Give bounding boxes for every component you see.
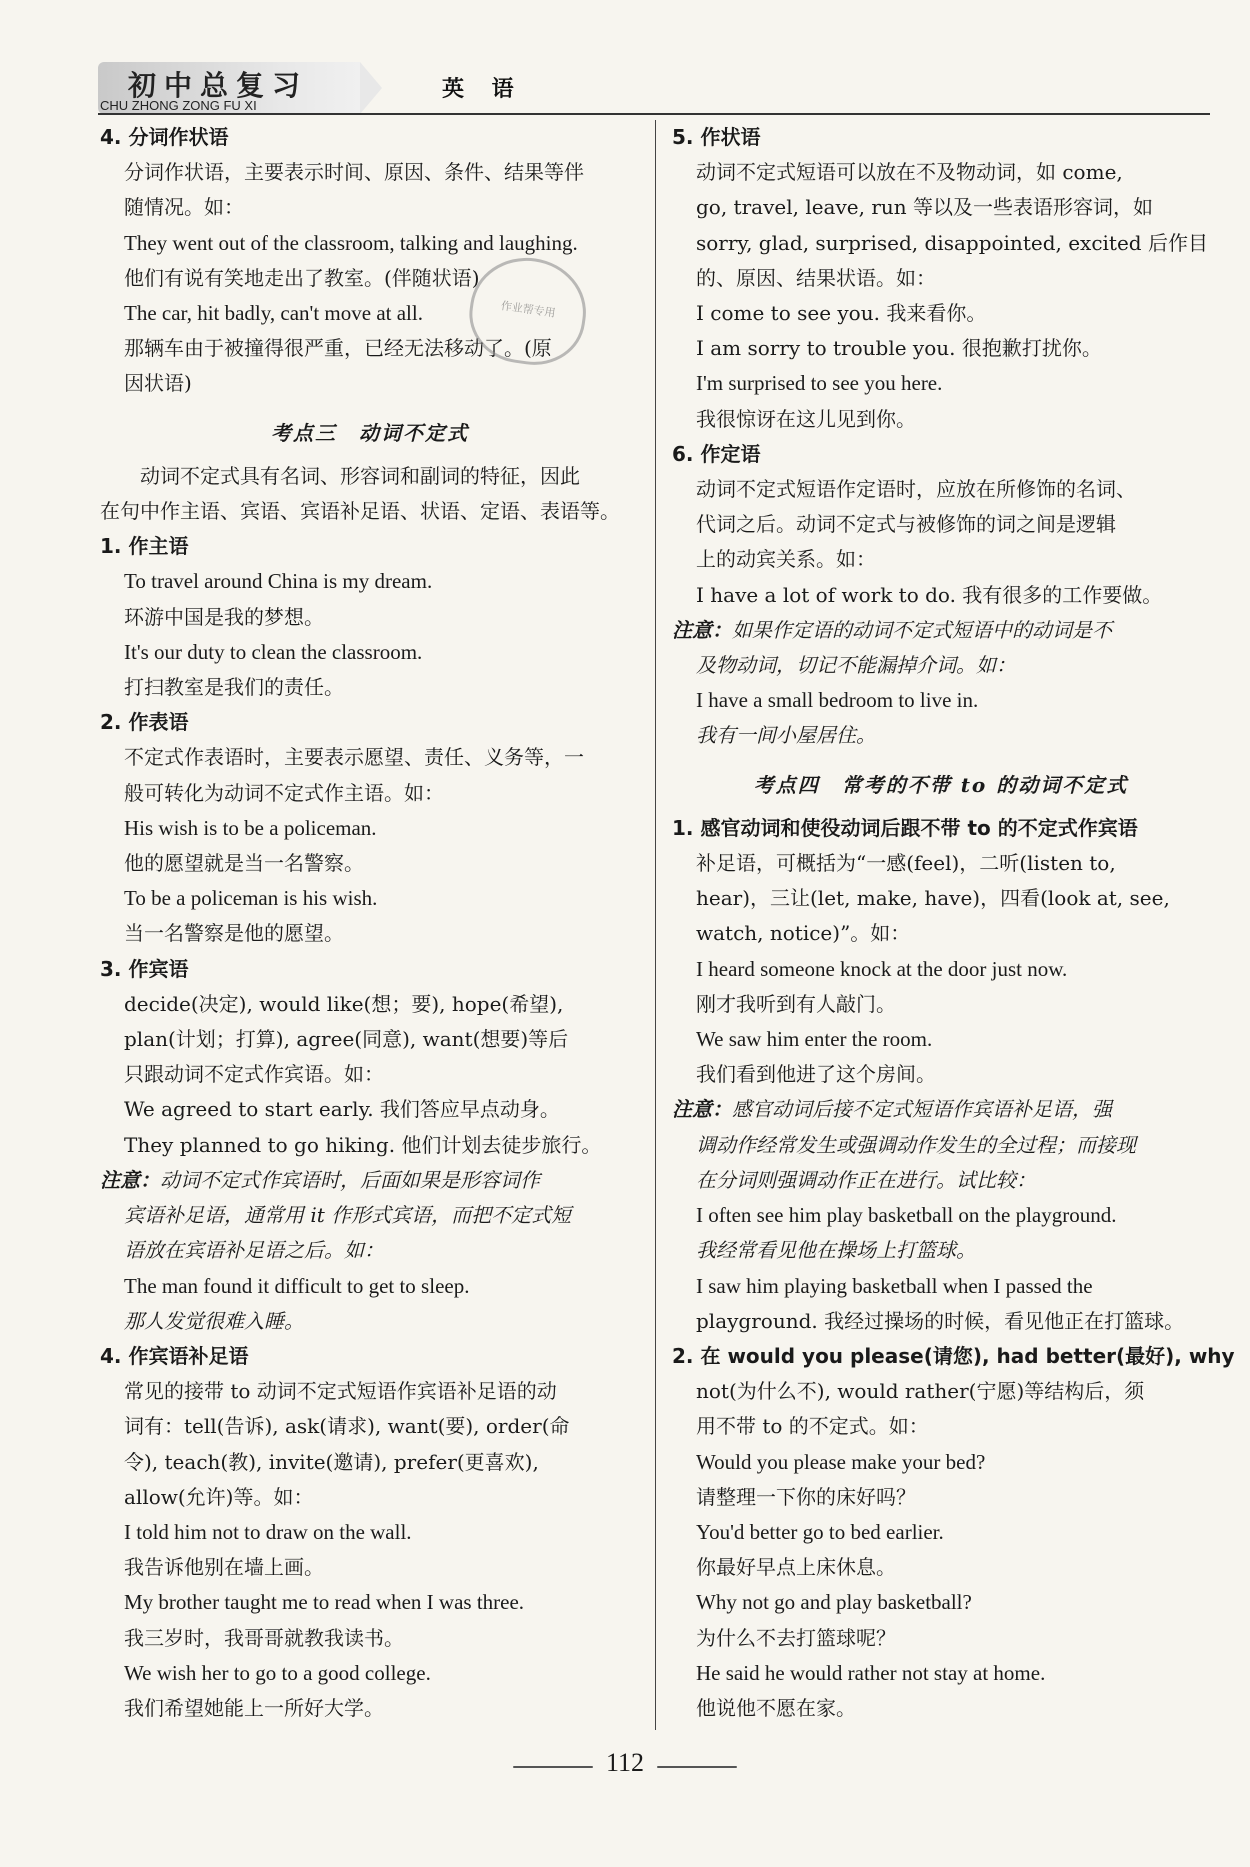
text-line: 打扫教室是我们的责任。 <box>124 675 344 700</box>
page-footer <box>0 1748 1250 1778</box>
text-line: 你最好早点上床休息。 <box>696 1555 896 1580</box>
example-sentence: I often see him play basketball on the playground. <box>696 1203 1117 1228</box>
section-heading: 4. 分词作状语 <box>100 125 229 149</box>
note-text: 感官动词后接不定式短语作宾语补足语，强 <box>732 1097 1112 1122</box>
note-line: 我有一间小屋居住。 <box>696 723 876 748</box>
text-line: I have a lot of work to do. 我有很多的工作要做。 <box>696 582 1163 607</box>
text-line: sorry, glad, surprised, disappointed, excited 后作目 <box>696 230 1208 255</box>
text-line: 代词之后。动词不定式与被修饰的词之间是逻辑 <box>696 512 1116 537</box>
text-line: 他说他不愿在家。 <box>696 1695 856 1720</box>
text-line: decide(决定), would like(想；要), hope(希望), <box>124 991 564 1016</box>
text-line: They planned to go hiking. 他们计划去徒步旅行。 <box>124 1132 602 1157</box>
note-text: 如果作定语的动词不定式短语中的动词是不 <box>732 617 1112 642</box>
column-divider <box>655 120 656 1730</box>
example-sentence: I saw him playing basketball when I passed the <box>696 1273 1093 1298</box>
text-line: 上的动宾关系。如： <box>696 547 876 572</box>
example-sentence: To be a policeman is his wish. <box>124 886 378 911</box>
example-sentence: Would you please make your bed? <box>696 1449 986 1474</box>
example-sentence: You'd better go to bed earlier. <box>696 1519 944 1544</box>
text-line: 不定式作表语时，主要表示愿望、责任、义务等，一 <box>124 745 584 770</box>
text-line: 令), teach(教), invite(邀请), prefer(更喜欢), <box>124 1449 539 1474</box>
text-line: 我告诉他别在墙上画。 <box>124 1555 324 1580</box>
example-sentence: They went out of the classroom, talking and laughing. <box>124 230 578 255</box>
text-line: watch, notice)”。如： <box>696 921 911 946</box>
text-line: 随情况。如： <box>124 195 244 220</box>
text-line: 他的愿望就是当一名警察。 <box>124 851 364 876</box>
example-sentence: We saw him enter the room. <box>696 1027 933 1052</box>
text-line: 动词不定式短语作定语时，应放在所修饰的名词、 <box>696 477 1136 502</box>
note-line: 那人发觉很难入睡。 <box>124 1308 304 1333</box>
text-line: 我很惊讶在这儿见到你。 <box>696 406 916 431</box>
stamp-seal: 作业帮专用 <box>463 250 593 371</box>
text-line: 只跟动词不定式作宾语。如： <box>124 1062 384 1087</box>
example-sentence: My brother taught me to read when I was three. <box>124 1590 525 1615</box>
text-line: 请整理一下你的床好吗？ <box>696 1484 916 1509</box>
header-rule <box>98 113 1210 115</box>
text-line: hear)，三让(let, make, have)，四看(look at, see, <box>696 886 1170 911</box>
text-line: I am sorry to trouble you. 很抱歉打扰你。 <box>696 336 1102 361</box>
section-heading: 1. 作主语 <box>100 534 189 559</box>
example-sentence: It's our duty to clean the classroom. <box>124 639 423 664</box>
text-line: 环游中国是我的梦想。 <box>124 604 324 629</box>
section-heading: 4. 作宾语补足语 <box>100 1343 249 1368</box>
text-line: 补足语，可概括为“一感(feel)，二听(listen to, <box>696 851 1116 876</box>
series-title: 初中总复习 <box>128 69 309 102</box>
text-line: We agreed to start early. 我们答应早点动身。 <box>124 1097 560 1122</box>
example-sentence: We wish her to go to a good college. <box>124 1660 431 1685</box>
example-sentence: I told him not to draw on the wall. <box>124 1519 412 1544</box>
text-line: 为什么不去打篮球呢？ <box>696 1625 896 1650</box>
note-line: 宾语补足语，通常用 it 作形式宾语，而把不定式短 <box>124 1203 572 1228</box>
section-heading: 2. 在 would you please(请您), had better(最好), why <box>672 1343 1235 1368</box>
text-line: 词有：tell(告诉), ask(请求), want(要), order(命 <box>124 1414 570 1439</box>
section-heading: 2. 作表语 <box>100 710 189 735</box>
note-line <box>672 613 1210 648</box>
text-line: 分词作状语，主要表示时间、原因、条件、结果等伴 <box>124 160 584 185</box>
note-line <box>100 1163 640 1198</box>
note-line: 调动作经常发生或强调动作发生的全过程；而接现 <box>696 1132 1136 1157</box>
topic-heading: 考点三 动词不定式 <box>271 420 469 445</box>
text-line: not(为什么不), would rather(宁愿)等结构后，须 <box>696 1379 1145 1404</box>
ornament-left <box>513 1766 593 1768</box>
example-sentence: His wish is to be a policeman. <box>124 815 377 840</box>
left-column <box>100 120 640 1726</box>
example-sentence: I have a small bedroom to live in. <box>696 688 979 713</box>
text-line: 般可转化为动词不定式作主语。如： <box>124 780 444 805</box>
ornament-right <box>657 1766 737 1768</box>
text-line: 因状语) <box>124 371 192 396</box>
text-line: playground. 我经过操场的时候，看见他正在打篮球。 <box>696 1308 1185 1333</box>
note-label: 注意： <box>672 1097 732 1122</box>
section-heading: 1. 感官动词和使役动词后跟不带 to 的不定式作宾语 <box>672 815 1138 840</box>
note-label: 注意： <box>100 1167 160 1192</box>
text-line: 动词不定式短语可以放在不及物动词，如 come, <box>696 160 1123 185</box>
topic-heading: 考点四 常考的不带 to 的动词不定式 <box>753 772 1129 797</box>
text-line: 我们看到他进了这个房间。 <box>696 1062 936 1087</box>
subject-label: 英 语 <box>442 76 524 102</box>
text-line: 那辆车由于被撞得很严重，已经无法移动了。(原 <box>124 336 552 361</box>
section-heading: 6. 作定语 <box>672 441 761 466</box>
example-sentence: Why not go and play basketball? <box>696 1590 972 1615</box>
note-text: 动词不定式作宾语时，后面如果是形容词作 <box>160 1167 540 1192</box>
text-line: I come to see you. 我来看你。 <box>696 301 987 326</box>
text-line: 当一名警察是他的愿望。 <box>124 921 344 946</box>
series-pinyin: CHU ZHONG ZONG FU XI <box>100 98 257 113</box>
note-label: 注意： <box>672 617 732 642</box>
text-line: 刚才我听到有人敲门。 <box>696 991 896 1016</box>
note-line <box>672 1092 1210 1127</box>
example-sentence: The car, hit badly, can't move at all. <box>124 301 423 326</box>
text-line: 的、原因、结果状语。如： <box>696 265 936 290</box>
text-line: 常见的接带 to 动词不定式短语作宾语补足语的动 <box>124 1379 557 1404</box>
note-line: 及物动词，切记不能漏掉介词。如： <box>696 653 1016 678</box>
text-line: 他们有说有笑地走出了教室。(伴随状语) <box>124 265 480 290</box>
example-sentence: I heard someone knock at the door just now. <box>696 956 1068 981</box>
text-line: 用不带 to 的不定式。如： <box>696 1414 929 1439</box>
text-line: allow(允许)等。如： <box>124 1484 314 1509</box>
note-line: 我经常看见他在操场上打篮球。 <box>696 1238 976 1263</box>
note-line: 语放在宾语补足语之后。如： <box>124 1238 384 1263</box>
text-line: 我三岁时，我哥哥就教我读书。 <box>124 1625 404 1650</box>
text-line: 我们希望她能上一所好大学。 <box>124 1695 384 1720</box>
example-sentence: He said he would rather not stay at home. <box>696 1660 1046 1685</box>
page-number: 112 <box>605 1748 645 1777</box>
paragraph-line: 在句中作主语、宾语、宾语补足语、状语、定语、表语等。 <box>100 499 620 524</box>
example-sentence: The man found it difficult to get to sleep. <box>124 1273 470 1298</box>
text-line: go, travel, leave, run 等以及一些表语形容词，如 <box>696 195 1154 220</box>
example-sentence: I'm surprised to see you here. <box>696 371 943 396</box>
example-sentence: To travel around China is my dream. <box>124 569 433 594</box>
section-heading: 3. 作宾语 <box>100 956 189 981</box>
right-column <box>672 120 1235 1726</box>
note-line: 在分词则强调动作正在进行。试比较： <box>696 1167 1036 1192</box>
paragraph-line: 动词不定式具有名词、形容词和副词的特征，因此 <box>100 463 580 488</box>
section-heading: 5. 作状语 <box>672 125 761 149</box>
text-line: plan(计划；打算), agree(同意), want(想要)等后 <box>124 1027 569 1052</box>
